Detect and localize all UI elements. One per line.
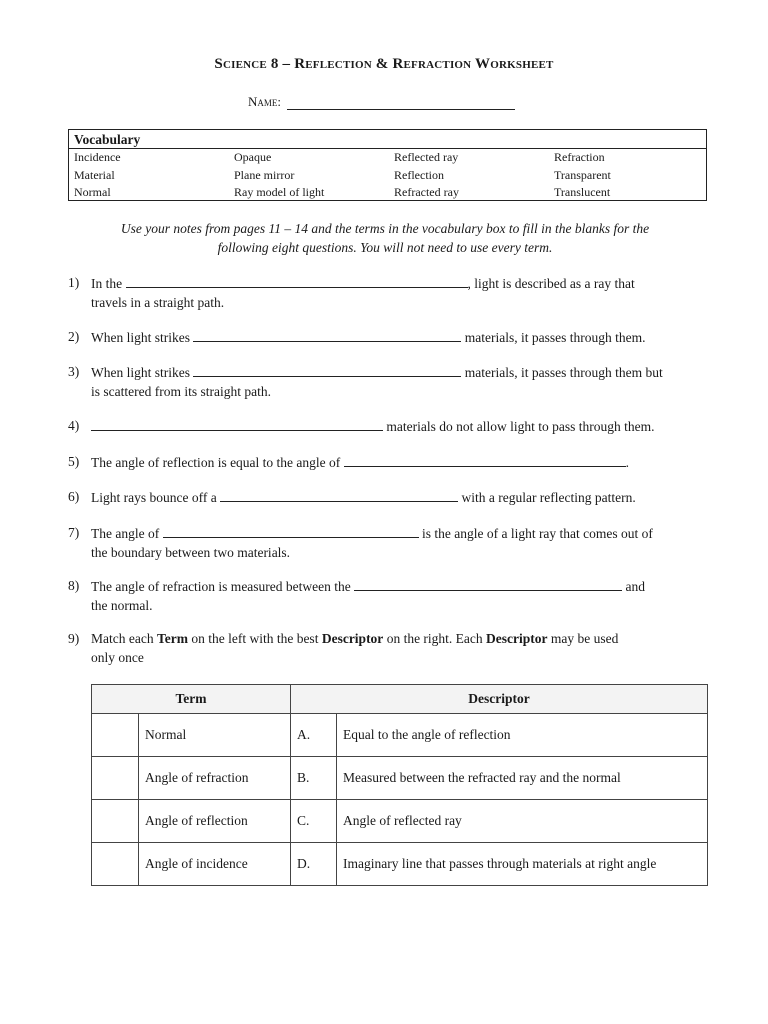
term-cell: Angle of incidence: [139, 843, 291, 886]
vocab-term: Plane mirror: [234, 167, 295, 182]
descriptor-letter: C.: [291, 800, 337, 843]
descriptor-letter: D.: [291, 843, 337, 886]
answer-cell[interactable]: [92, 714, 139, 757]
table-row: [92, 800, 708, 843]
question-number: 7): [68, 525, 80, 540]
page-title: Science 8 – Reflection & Refraction Worksheet: [214, 56, 554, 72]
vocab-term: Transparent: [554, 167, 611, 182]
answer-blank[interactable]: [91, 416, 383, 431]
vocab-term: Refraction: [554, 150, 605, 164]
answer-blank[interactable]: [163, 523, 419, 538]
table-row: [92, 843, 708, 886]
worksheet-page: Science 8 – Reflection & Refraction Worksheet Name: Vocabulary Incidence Opaque Reflected ray Refraction Material Plane mirror Reflection Transparent Normal Ray model of light Refracted ray Translucent Use your notes from pages 11 – 14 and the terms in the vocabulary box to fill in the blanks for the following eight questions. You will not need to use every term. 1) In the , light is described as a ray that travels in a straight path. 2) When light strikes materials, it passes through them. 3) When light strikes materials, it passes through them but is scattered from its straight path. 4) materials do not allow light to pass through them. 5) The angle of reflection is equal to the angle of . 6) Light rays bounce off a with a regular reflecting pattern. 7) The angle of is the angle of a light ray that comes out of the boundary between two materials. 8) The angle of refraction is measured between the and the normal. 9) Match each Term on the left with the best Descriptor on the right. Each Descriptor may be used only once Term Descriptor Normal A. Equal to the angle of reflection Angle of refraction B. Measured between the refracted ray and the normal Angle of reflection C. Angle of reflected ray Angle of incidence D. Imaginary line that passes through materials at right angle: [0, 0, 768, 1024]
question-number: 5): [68, 454, 80, 469]
vocab-term: Incidence: [74, 150, 121, 164]
answer-blank[interactable]: [354, 576, 622, 591]
vocab-term: Reflected ray: [394, 150, 459, 164]
instructions: Use your notes from pages 11 – 14 and the terms in the vocabulary box to fill in the blanks for the following eight questions. You will not need to use every term.: [120, 221, 650, 255]
term-cell: Angle of reflection: [139, 800, 291, 843]
vocab-term: Refracted ray: [394, 185, 459, 199]
term-cell: Normal: [139, 714, 291, 757]
vocab-term: Opaque: [234, 150, 272, 164]
vocab-term: Material: [74, 167, 115, 182]
matching-table: [91, 684, 708, 886]
descriptor-letter: A.: [291, 714, 337, 757]
answer-blank[interactable]: [193, 362, 461, 377]
answer-cell[interactable]: [92, 843, 139, 886]
question-number: 3): [68, 364, 80, 379]
question-number: 8): [68, 578, 80, 593]
vocab-term: Normal: [74, 185, 111, 199]
vocab-term: Ray model of light: [234, 185, 325, 199]
vocab-term: Reflection: [394, 167, 444, 182]
answer-cell[interactable]: [92, 800, 139, 843]
answer-cell[interactable]: [92, 757, 139, 800]
name-input-line[interactable]: [287, 95, 515, 110]
vocabulary-box: [68, 129, 707, 201]
descriptor-cell: Imaginary line that passes through materials at right angle: [337, 843, 708, 886]
question-number: 2): [68, 329, 80, 344]
vocabulary-heading: Vocabulary: [74, 132, 141, 147]
vocabulary-divider: [69, 148, 706, 149]
question-number: 6): [68, 489, 80, 504]
question-number: 4): [68, 418, 80, 433]
answer-blank[interactable]: [220, 487, 458, 502]
vocabulary-terms: [74, 150, 706, 203]
question-number: 9): [68, 631, 80, 646]
term-cell: Angle of refraction: [139, 757, 291, 800]
answer-blank[interactable]: [193, 327, 461, 342]
term-column-header: Term: [92, 685, 291, 714]
name-label: Name:: [248, 94, 281, 109]
answer-blank[interactable]: [344, 452, 626, 467]
name-field-row: [248, 94, 515, 110]
table-row: [92, 714, 708, 757]
question-number: 1): [68, 275, 80, 290]
answer-blank[interactable]: [126, 273, 468, 288]
table-row: [92, 757, 708, 800]
descriptor-cell: Equal to the angle of reflection: [337, 714, 708, 757]
descriptor-column-header: Descriptor: [291, 685, 708, 714]
vocab-term: Translucent: [554, 185, 611, 199]
descriptor-cell: Angle of reflected ray: [337, 800, 708, 843]
descriptor-cell: Measured between the refracted ray and the normal: [337, 757, 708, 800]
descriptor-letter: B.: [291, 757, 337, 800]
